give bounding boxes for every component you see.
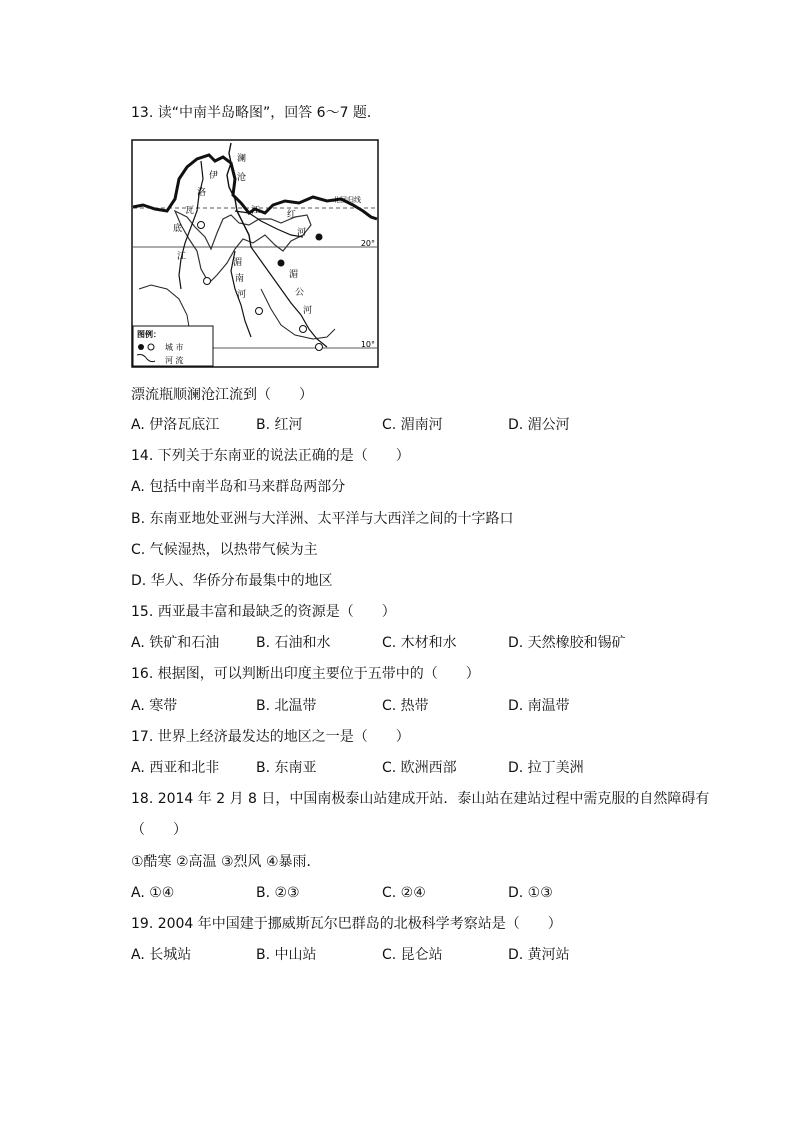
label-mgh-3: 河	[303, 306, 313, 316]
label-mnh-1: 湄	[233, 258, 243, 268]
legend-city: 城 市	[165, 343, 184, 352]
capital-vientiane	[278, 260, 285, 267]
q13-option-b[interactable]: B. 红河	[256, 417, 303, 433]
label-lancang-2: 沧	[237, 173, 247, 183]
q15-option-b[interactable]: B. 石油和水	[256, 635, 331, 651]
label-mgh-2: 公	[295, 288, 305, 298]
q15-stem: 15. 西亚最丰富和最缺乏的资源是（ ）	[131, 604, 396, 620]
legend-city-symbol	[148, 344, 154, 350]
q17-option-c[interactable]: C. 欧洲西部	[382, 760, 457, 776]
q18-stem-cont: （ ）	[131, 822, 187, 838]
city-mandalay	[198, 222, 205, 229]
label-lancang-3: 江	[251, 206, 261, 216]
q16-stem: 16. 根据图，可以判断出印度主要位于五带中的（ ）	[131, 666, 480, 682]
q19-stem: 19. 2004 年中国建于挪威斯瓦尔巴群岛的北极科学考察站是（ ）	[131, 916, 562, 932]
q17-option-d[interactable]: D. 拉丁美洲	[508, 760, 584, 776]
label-honghe-1: 红	[287, 210, 297, 220]
q18-option-d[interactable]: D. ①③	[508, 885, 553, 901]
q16-option-a[interactable]: A. 寒带	[131, 698, 178, 714]
q19-option-d[interactable]: D. 黄河站	[508, 947, 570, 963]
q18-choices: ①酷寒 ②高温 ③烈风 ④暴雨．	[131, 854, 321, 870]
label-tropic: 北回归线	[333, 196, 361, 204]
q13-option-a[interactable]: A. 伊洛瓦底江	[131, 417, 220, 433]
legend-river: 河 流	[165, 356, 184, 365]
label-yl-5: 江	[177, 252, 187, 262]
city-bangkok	[256, 308, 263, 315]
q14-option-a[interactable]: A. 包括中南半岛和马来群岛两部分	[131, 479, 346, 495]
q17-option-a[interactable]: A. 西亚和北非	[131, 760, 220, 776]
q15-option-d[interactable]: D. 天然橡胶和锡矿	[508, 635, 626, 651]
q14-option-d[interactable]: D. 华人、华侨分布最集中的地区	[131, 573, 333, 589]
label-lat10: 10°	[360, 340, 375, 349]
q17-option-b[interactable]: B. 东南亚	[256, 760, 317, 776]
q15-option-c[interactable]: C. 木材和水	[382, 635, 457, 651]
city-phnompenh	[300, 326, 307, 333]
indochina-map	[131, 139, 379, 368]
label-lancang-1: 澜	[237, 154, 247, 164]
label-honghe-2: 河	[297, 228, 307, 238]
q13-option-c[interactable]: C. 湄南河	[382, 417, 443, 433]
q13-stem: 13. 读“中南半岛略图”，回答 6～7 题．	[131, 105, 381, 121]
q18-option-c[interactable]: C. ②④	[382, 885, 426, 901]
label-mnh-3: 河	[237, 290, 247, 300]
q14-stem: 14. 下列关于东南亚的说法正确的是（ ）	[131, 448, 410, 464]
label-mnh-2: 南	[235, 274, 245, 284]
q14-option-c[interactable]: C. 气候湿热，以热带气候为主	[131, 542, 318, 558]
legend-title: 图例：	[137, 330, 161, 339]
q14-option-b[interactable]: B. 东南亚地处亚洲与大洋洲、太平洋与大西洋之间的十字路口	[131, 511, 514, 527]
q17-stem: 17. 世界上经济最发达的地区之一是（ ）	[131, 729, 410, 745]
q18-stem: 18. 2014 年 2 月 8 日，中国南极泰山站建成开站．泰山站在建站过程中需克服的自然障碍有	[131, 791, 710, 807]
label-yl-3: 瓦	[185, 206, 195, 216]
label-mgh-1: 湄	[289, 270, 299, 280]
label-lat20: 20°	[360, 239, 375, 248]
label-yl-1: 伊	[209, 171, 219, 181]
q18-option-a[interactable]: A. ①④	[131, 885, 175, 901]
q13-subquestion: 漂流瓶顺澜沧江流到（ ）	[131, 387, 313, 403]
city-yangon	[204, 278, 211, 285]
label-yl-2: 洛	[197, 188, 207, 198]
q13-option-d[interactable]: D. 湄公河	[508, 417, 570, 433]
q16-option-b[interactable]: B. 北温带	[256, 698, 317, 714]
q19-option-c[interactable]: C. 昆仑站	[382, 947, 443, 963]
q19-option-a[interactable]: A. 长城站	[131, 947, 192, 963]
q16-option-d[interactable]: D. 南温带	[508, 698, 570, 714]
q15-option-a[interactable]: A. 铁矿和石油	[131, 635, 220, 651]
city-hochiminh	[316, 344, 323, 351]
label-yl-4: 底	[173, 224, 183, 234]
capital-hanoi	[316, 234, 323, 241]
q19-option-b[interactable]: B. 中山站	[256, 947, 317, 963]
legend-capital-symbol	[138, 344, 144, 350]
q18-option-b[interactable]: B. ②③	[256, 885, 300, 901]
q16-option-c[interactable]: C. 热带	[382, 698, 429, 714]
